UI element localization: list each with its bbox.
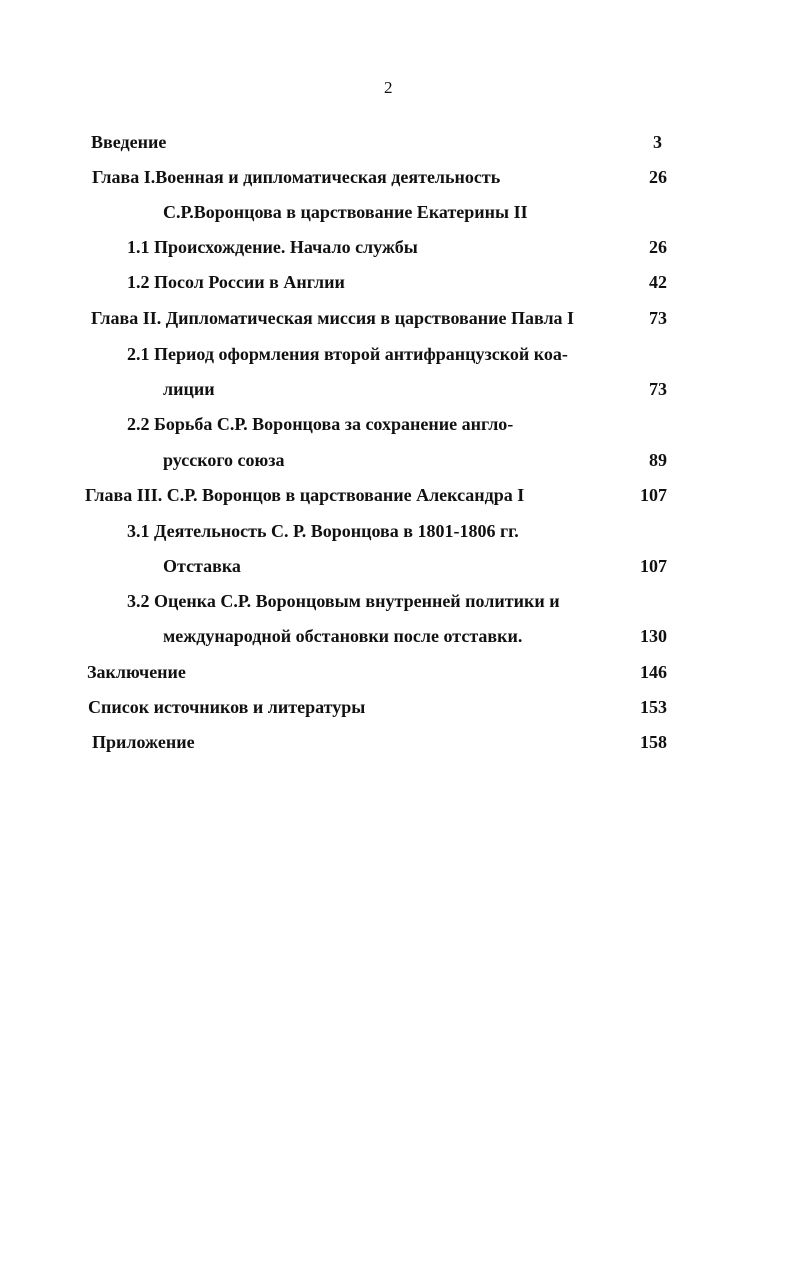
toc-page: 130 bbox=[640, 626, 667, 646]
toc-page: 158 bbox=[640, 732, 667, 752]
toc-title-continued: лиции bbox=[163, 379, 215, 399]
toc-title-continued: С.Р.Воронцова в царствование Екатерины II bbox=[163, 202, 528, 222]
toc-title: 1.1 Происхождение. Начало службы bbox=[127, 237, 418, 257]
toc-page: 73 bbox=[649, 308, 667, 328]
toc-page: 153 bbox=[640, 697, 667, 717]
toc-page: 146 bbox=[640, 662, 667, 682]
toc-title-continued: международной обстановки после отставки. bbox=[163, 626, 523, 646]
toc-title: 3.2 Оценка С.Р. Воронцовым внутренней политики и bbox=[127, 591, 560, 611]
toc-page: 26 bbox=[649, 167, 667, 187]
toc-page: 107 bbox=[640, 556, 667, 576]
toc-title-continued: русского союза bbox=[163, 450, 285, 470]
toc-page: 107 bbox=[640, 485, 667, 505]
toc-title: 2.1 Период оформления второй антифранцузской коа- bbox=[127, 344, 568, 364]
toc-title: Введение bbox=[91, 132, 167, 152]
toc-title: 2.2 Борьба С.Р. Воронцова за сохранение англо- bbox=[127, 414, 514, 434]
toc-title: 3.1 Деятельность С. Р. Воронцова в 1801-1806 гг. bbox=[127, 521, 519, 541]
toc-page: 42 bbox=[649, 272, 667, 292]
toc-title: Приложение bbox=[92, 732, 195, 752]
toc-page: 3 bbox=[653, 132, 662, 152]
toc-title: 1.2 Посол России в Англии bbox=[127, 272, 345, 292]
toc-title: Список источников и литературы bbox=[88, 697, 366, 717]
toc-page: 73 bbox=[649, 379, 667, 399]
toc-title: Заключение bbox=[87, 662, 186, 682]
toc-title: Глава III. С.Р. Воронцов в царствование Александра I bbox=[85, 485, 525, 505]
toc-title: Глава II. Дипломатическая миссия в царствование Павла I bbox=[91, 308, 575, 328]
toc-page: 89 bbox=[649, 450, 667, 470]
page-number: 2 bbox=[384, 78, 393, 97]
toc-title: Глава I.Военная и дипломатическая деятельность bbox=[92, 167, 501, 187]
toc-page: 26 bbox=[649, 237, 667, 257]
toc-title-continued: Отставка bbox=[163, 556, 241, 576]
